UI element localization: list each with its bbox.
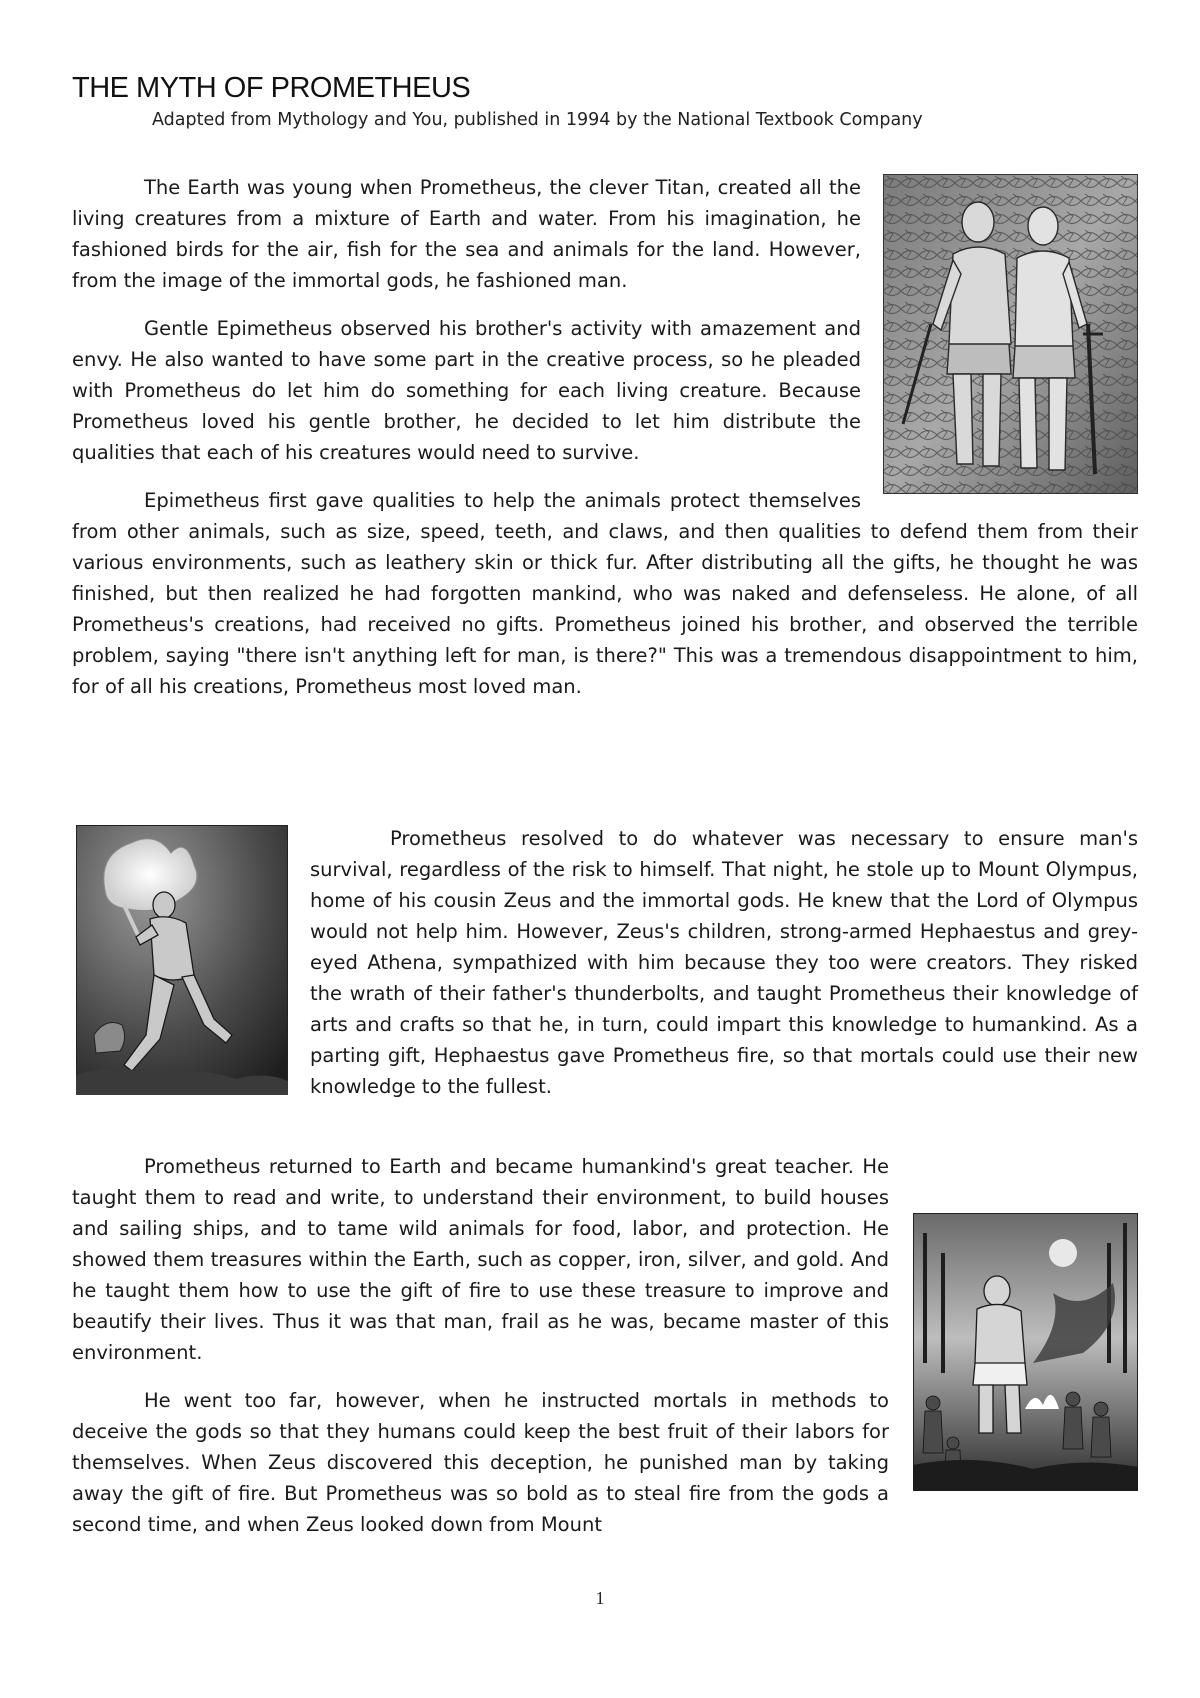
paragraph-1: The Earth was young when Prometheus, the clever Titan, created all the living creatures from a mixture of Earth and water. From his imagination, he fashioned birds for the air, fish for the sea and animals for the land. However, from the image of the immortal gods, he fashioned man. xyxy=(72,176,861,292)
titans-illustration xyxy=(883,174,1138,494)
page-number: 1 xyxy=(595,1588,605,1608)
document-subtitle: Adapted from Mythology and You, published in 1994 by the National Textbook Company xyxy=(152,110,923,130)
text-block-2 xyxy=(72,823,1138,1119)
paragraph-3: Epimetheus first gave qualities to help the animals protect themselves from other animals, such as size, speed, teeth, and claws, and then qualities to defend them from their various environments, such as leathery skin or thick fur. After distributing all the gifts, he thought he was finished, but then realized he had forgotten mankind, who was naked and defenseless. He alone, of all Prometheus's creations, had received no gifts. Prometheus joined his brother, and observed the terrible problem, saying "there isn't anything left for man, is there?" This was a tremendous disappointment to him, for of all his creations, Prometheus most loved man. xyxy=(72,489,1138,698)
document-title: THE MYTH OF PROMETHEUS xyxy=(72,72,471,104)
paragraph-4: Prometheus resolved to do whatever was necessary to ensure man's survival, regardless of the risk to himself. That night, he stole up to Mount Olympus, home of his cousin Zeus and the immortal gods. He knew that the Lord of Olympus would not help him. However, Zeus's children, strong-armed Hephaestus and grey-eyed Athena, sympathized with him because they too were creators. They risked the wrath of their father's thunderbolts, and taught Prometheus their knowledge of arts and crafts so that he, in turn, could impart this knowledge to humankind. As a parting gift, Hephaestus gave Prometheus fire, so that mortals could use their new knowledge to the fullest. xyxy=(310,827,1138,1098)
text-block-1 xyxy=(72,172,1138,719)
fire-bearer-illustration xyxy=(76,825,288,1095)
prometheus-teaching-illustration xyxy=(913,1213,1138,1491)
paragraph-5: Prometheus returned to Earth and became humankind's great teacher. He taught them to read and write, to understand their environment, to build houses and sailing ships, and to tame wild animals for food, labor, and protection. He showed them treasures within the Earth, such as copper, iron, silver, and gold. And he taught them how to use the gift of fire to use these treasure to improve and beautify their lives. Thus it was that man, frail as he was, became master of this environment. xyxy=(72,1155,889,1364)
paragraph-2: Gentle Epimetheus observed his brother's activity with amazement and envy. He also wanted to have some part in the creative process, so he pleaded with Prometheus do let him do something for each living creature. Because Prometheus loved his gentle brother, he decided to let him distribute the qualities that each of his creatures would need to survive. xyxy=(72,317,861,464)
text-block-3 xyxy=(72,1151,1138,1557)
paragraph-6: He went too far, however, when he instructed mortals in methods to deceive the gods so that they humans could keep the best fruit of their labors for themselves. When Zeus discovered this deception, he punished man by taking away the gift of fire. But Prometheus was so bold as to steal fire from the gods a second time, and when Zeus looked down from Mount xyxy=(72,1389,889,1536)
